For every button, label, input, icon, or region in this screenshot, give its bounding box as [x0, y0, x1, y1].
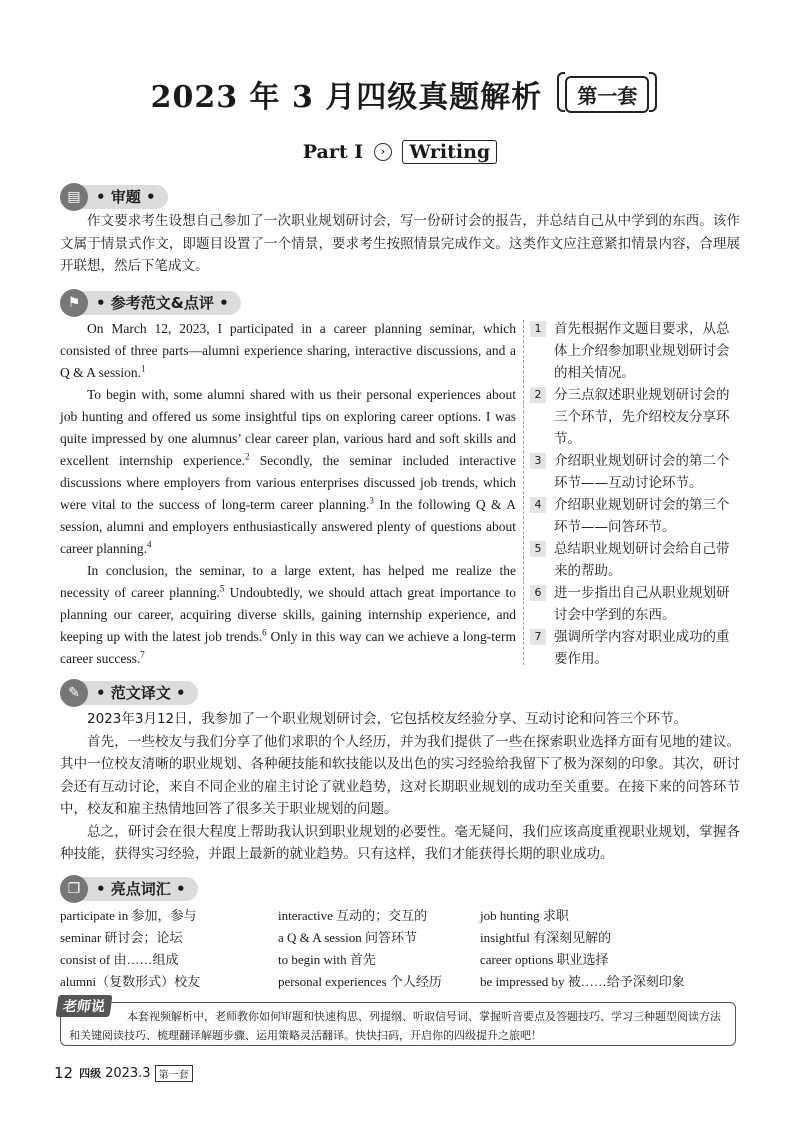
title-text: 2023 年 3 月四级真题解析 — [150, 80, 543, 115]
section-header-model — [60, 290, 241, 316]
vocab-item: alumni（复数形式）校友 — [60, 974, 201, 989]
note-number: 1 — [530, 321, 546, 337]
note-marker: 4 — [146, 539, 152, 550]
section-header-review — [60, 184, 168, 210]
divider — [523, 320, 524, 665]
document-icon: ▤ — [60, 183, 88, 211]
page-footer — [54, 1064, 193, 1082]
part-name: Writing — [402, 140, 497, 164]
note-text: 分三点叙述职业规划研讨会的三个环节，先介绍校友分享环节。 — [554, 387, 730, 447]
vocab-item: interactive 互动的；交互的 — [278, 908, 428, 923]
vocab-item: consist of 由……组成 — [60, 952, 179, 967]
commentary-note — [530, 384, 740, 450]
teacher-note — [60, 999, 736, 1046]
essay-sentence: In conclusion, the seminar, to a large extent, has helped me realize the necessity of career planning. — [60, 563, 516, 600]
commentary-note — [530, 318, 740, 384]
flag-icon: ⚑ — [60, 289, 88, 317]
part-label: Part I — [302, 141, 364, 163]
note-text: 总结职业规划研讨会给自己带来的帮助。 — [554, 541, 730, 579]
note-number: 3 — [530, 453, 546, 469]
vocab-item: to begin with 首先 — [278, 952, 376, 967]
note-number: 6 — [530, 585, 546, 601]
book-icon: ❐ — [60, 875, 88, 903]
note-marker: 7 — [140, 649, 145, 660]
note-marker: 5 — [219, 583, 225, 594]
vocab-item: a Q & A session 问答环节 — [278, 930, 418, 945]
set-badge: 第一套 — [565, 76, 649, 113]
note-number: 7 — [530, 629, 546, 645]
pen-icon: ✎ — [60, 679, 88, 707]
vocab-item: participate in 参加，参与 — [60, 908, 197, 923]
note-number: 4 — [530, 497, 546, 513]
translation-text: 2023年3月12日，我参加了一个职业规划研讨会，它包括校友经验分享、互动讨论和问答三个环节。 首先，一些校友与我们分享了他们求职的个人经历，并为我们提供了一些在探索职业选择方面有见地的建议。其中一位校友清晰的职业规划、各种硬技能和软技能以及出色的实习经验给我留下了极为深刻的印象。其次，研讨会还有互动讨论，来自不同企业的雇主讨论了就业趋势，这对长期职业规划的成功至关重要。在接下来的问答环节中，校友和雇主热情地回答了很多关于职业规划的问题。 总之，研讨会在很大程度上帮助我认识到职业规划的必要性。毫无疑问，我们应该高度重视职业规划，掌握各种技能，获得实习经验，并跟上最新的就业趋势。只有这样，我们才能获得长期的职业成功。 — [60, 711, 740, 862]
note-marker: 6 — [262, 627, 267, 638]
vocab-item: job hunting 求职 — [480, 908, 569, 923]
essay-sentence: Secondly, the seminar included interactive discussions where employers from various enterprises discussed job trends, which were vital to the success of long-term career planning. — [60, 453, 516, 512]
commentary-notes — [530, 318, 740, 670]
note-text: 首先根据作文题目要求，从总体上介绍参加职业规划研讨会的相关情况。 — [554, 321, 730, 381]
essay-sentence: To begin with, some alumni shared with us their personal experiences about job hunting and offered us some insightful tips on exploring career options. I was quite impressed by one alumnus’ clear career plan, various hard and soft skills and excellent internship experience. — [60, 387, 516, 468]
commentary-note — [530, 450, 740, 494]
note-number: 5 — [530, 541, 546, 557]
review-text: 作文要求考生设想自己参加了一次职业规划研讨会，写一份研讨会的报告，并总结自己从中学到的东西。该作文属于情景式作文，即题目设置了一个情景，要求考生按照情景完成作文。这类作文应注意紧扣情景内容，合理展开联想，然后下笔成文。 — [60, 213, 740, 274]
vocab-item: career options 职业选择 — [480, 952, 609, 967]
essay-sentence: In the following Q & A session, alumni and employers enthusiastically answered plenty of questions about career planning. — [60, 497, 516, 556]
note-marker: 1 — [141, 363, 146, 374]
note-text: 介绍职业规划研讨会的第三个环节——问答环节。 — [554, 497, 730, 535]
commentary-note — [530, 582, 740, 626]
vocab-column — [60, 905, 200, 993]
section-label: • 范文译文 • — [74, 681, 198, 705]
essay-paragraph — [60, 384, 516, 560]
section-label: • 审题 • — [74, 185, 168, 209]
essay-sentence: Undoubtedly, we should attach great importance to planning our career, acquiring diverse skills, gaining internship experience, and keeping up with the latest job trends. — [60, 585, 517, 644]
vocab-item: be impressed by 被……给予深刻印象 — [480, 974, 685, 989]
essay-paragraph — [60, 560, 516, 670]
page-number: 12 — [54, 1064, 74, 1082]
vocab-item: seminar 研讨会；论坛 — [60, 930, 183, 945]
footer-tag: 第一套 — [155, 1065, 193, 1082]
note-text: 强调所学内容对职业成功的重要作用。 — [554, 629, 730, 667]
note-text: 进一步指出自己从职业规划研讨会中学到的东西。 — [554, 585, 730, 623]
section-header-vocab — [60, 876, 198, 902]
note-number: 2 — [530, 387, 546, 403]
section-header-translation — [60, 680, 198, 706]
note-marker: 3 — [369, 495, 374, 506]
teacher-badge: 老师说 — [55, 995, 112, 1017]
note-marker: 2 — [244, 451, 250, 462]
commentary-note — [530, 626, 740, 670]
essay-sentence: Only in this way can we achieve a long-term career success. — [60, 629, 516, 666]
model-essay — [60, 318, 516, 670]
vocab-column — [480, 905, 685, 993]
page-title — [0, 72, 800, 116]
commentary-note — [530, 494, 740, 538]
footer-date: 2023.3 — [105, 1065, 151, 1081]
vocab-column — [278, 905, 442, 993]
commentary-note — [530, 538, 740, 582]
teacher-note-text: 本套视频解析中，老师教你如何审题和快速构思、列提纲、听取信号词、掌握听音要点及答题技巧、学习三种题型阅读方法和关键阅读技巧、梳理翻译解题步骤、运用策略灵活翻译。快快扫码，开启你的四级提升之旅吧！ — [69, 1010, 721, 1042]
note-text: 介绍职业规划研讨会的第二个环节——互动讨论环节。 — [554, 453, 730, 491]
essay-paragraph — [60, 318, 516, 384]
chevron-right-icon: › — [374, 143, 392, 161]
vocab-item: insightful 有深刻见解的 — [480, 930, 612, 945]
part-heading — [0, 140, 800, 164]
essay-sentence: On March 12, 2023, I participated in a career planning seminar, which consisted of three parts—alumni experience sharing, interactive discussions, and a Q & A session. — [60, 321, 516, 380]
section-label: • 亮点词汇 • — [74, 877, 198, 901]
section-label: • 参考范文&点评 • — [74, 291, 241, 315]
vocab-item: personal experiences 个人经历 — [278, 974, 442, 989]
footer-label: 四级 — [79, 1067, 102, 1080]
